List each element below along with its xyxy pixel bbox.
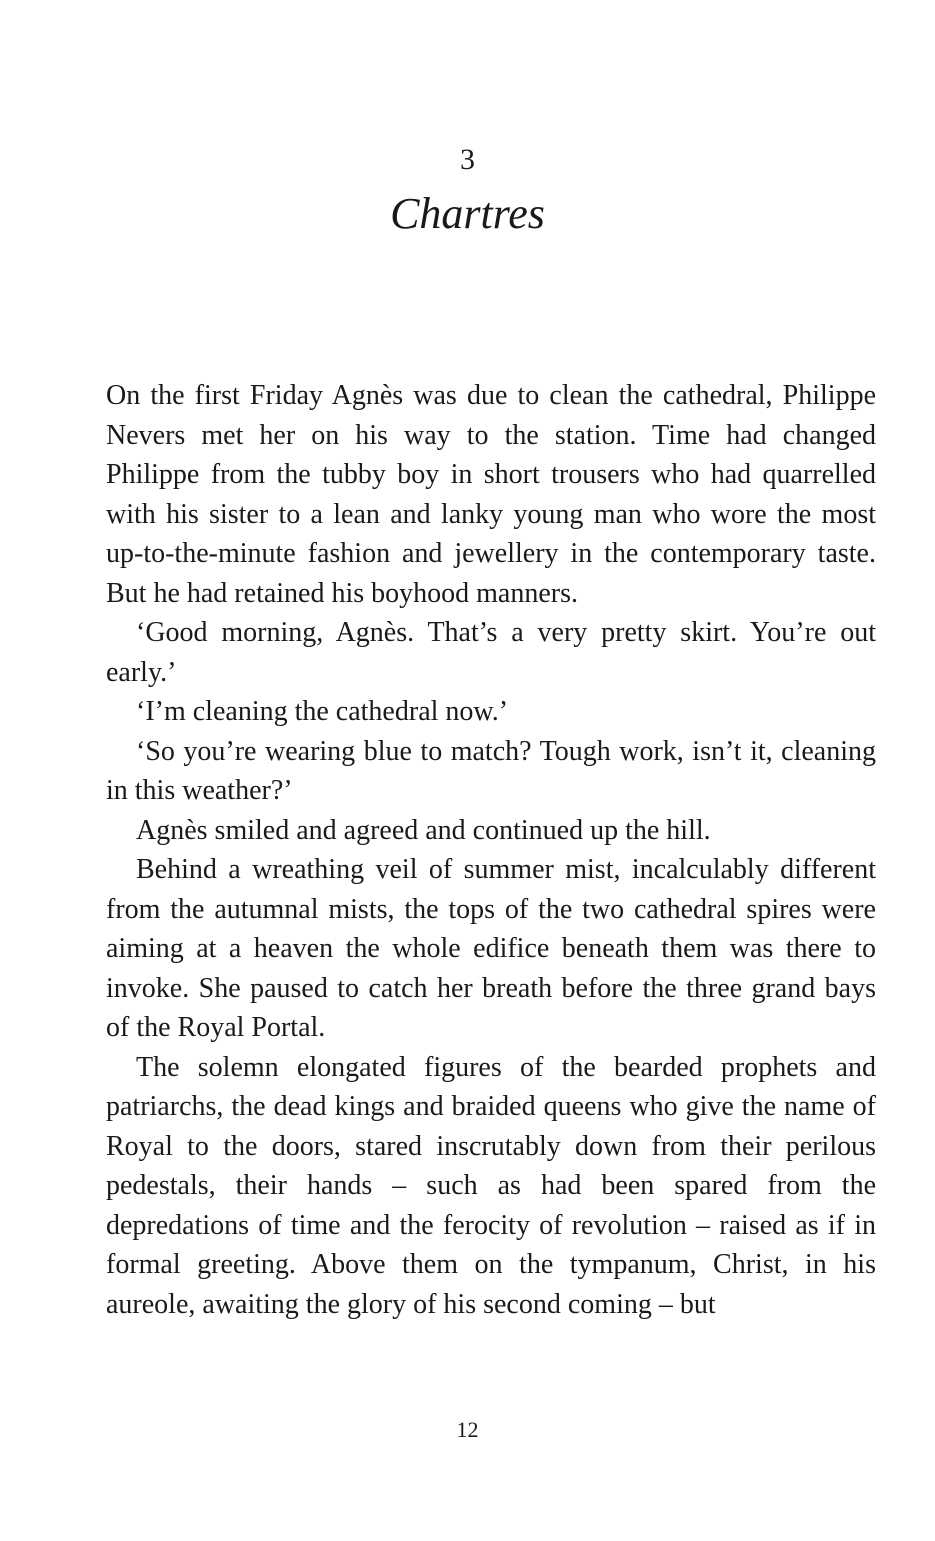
- paragraph: Behind a wreathing veil of summer mist, incalculably different from the autumnal mists, the tops of the two cathedral spires were aiming at a heaven the whole edifice beneath them was there to invoke. She paused to catch her breath before the three grand bays of the Royal Portal.: [106, 854, 876, 1043]
- paragraph: ‘So you’re wearing blue to match? Tough work, isn’t it, cleaning in this weather?’: [106, 735, 876, 806]
- paragraph: ‘I’m cleaning the cathedral now.’: [136, 696, 509, 727]
- paragraph: ‘Good morning, Agnès. That’s a very pretty skirt. You’re out early.’: [106, 617, 876, 688]
- chapter-number: 3: [460, 143, 475, 176]
- page-number: 12: [456, 1417, 479, 1442]
- body-text: [106, 376, 876, 1324]
- paragraph: The solemn elongated figures of the bearded prophets and patriarchs, the dead kings and braided queens who give the name of Royal to the doors, stared inscrutably down from their perilous pedestals, their hands – such as had been spared from the depredations of time and the ferocity of revolution – raised as if in formal greeting. Above them on the tympanum, Christ, in his aureole, awaiting the glory of his second coming – but: [106, 1051, 876, 1320]
- paragraph: On the first Friday Agnès was due to clean the cathedral, Philippe Nevers met her on his way to the station. Time had changed Philippe from the tubby boy in short trousers who had quarrelled with his sister to a lean and lanky young man who wore the most up-to-the-minute fashion and jewellery in the contemporary taste. But he had retained his boyhood manners.: [106, 380, 876, 609]
- chapter-title: Chartres: [390, 189, 545, 238]
- paragraph: Agnès smiled and agreed and continued up the hill.: [136, 814, 711, 846]
